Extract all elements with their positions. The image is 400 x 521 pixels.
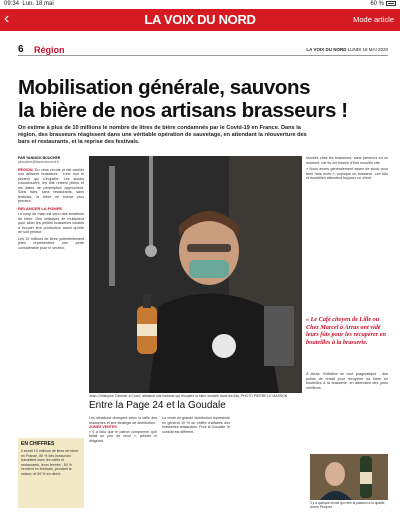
second-photo-caption: Il y a quelque chose qui relie la passion à la qualité, André Pecquet. — [310, 501, 386, 510]
article-column-1 — [18, 156, 84, 252]
publication-date: LUNDI 18 MAI 2020 — [347, 47, 388, 52]
column-1-text: Du virus circule et fait vaciller nos artisans brasseurs : c'est tout le secteur qui s'inquiète. Les stocks s'accumulent, les fûts restent pleins et les dates de péremption approchent. Sans bars, sans restaurants, sans festivals, la bière ne trouve plus preneur. — [18, 167, 85, 204]
back-chevron-icon[interactable]: ‹ — [4, 10, 10, 27]
pull-quote-text: Le Café citoyen de Lille ou Chez Marcel à Arras ont vidé leurs fûts pour les récupérer en bouteilles à la brasserie. — [306, 316, 386, 346]
running-header — [18, 44, 388, 56]
publication-name: LA VOIX DU NORD — [306, 47, 347, 52]
byline — [18, 156, 84, 165]
photo-caption: Jean-Christophe Cambier à Cocuf, artisanal une fontaine qui récupère la bière stockée dans les fûts. PHOTO PIERRE LE MASSON — [89, 394, 288, 398]
page-number: 6 — [18, 44, 24, 55]
quote-mark-icon: « — [306, 316, 311, 323]
second-article-photo — [310, 454, 388, 500]
headline-line-2: la bière de nos artisans brasseurs ! — [18, 99, 348, 122]
headline-line-1: Mobilisation générale, sauvons — [18, 76, 311, 99]
en-chiffres-box — [18, 438, 84, 508]
second-photo-illustration — [310, 454, 388, 500]
app-toolbar — [0, 9, 400, 31]
byline-author: PAR YANNICK BOUCHER — [18, 156, 61, 160]
dateline: RÉGION. — [18, 167, 34, 172]
photo-illustration — [89, 156, 302, 393]
battery-level: 60 % — [370, 1, 384, 7]
status-time: 09:34 — [4, 1, 20, 7]
battery-icon — [386, 1, 396, 6]
second-article-headline: Entre la Page 24 et la Goudale — [89, 400, 226, 411]
en-chiffres-title: EN CHIFFRES — [21, 441, 55, 447]
article-column-3 — [306, 156, 388, 183]
second-article-paragraph-3: La vente en grande distribution représente en général 10 % du chiffre d'affaires des brasseries artisanales. Pour la Goudale, le constat est différent. — [162, 416, 230, 434]
column-3-paragraph-1: stockés chez les brasseurs, sans preneurs en ce moment, car ils ont besoin d'être écoulés vite. — [306, 156, 388, 165]
status-battery — [370, 0, 396, 9]
second-article-paragraph-1: Les situations divergent selon la taille des brasseries et leur stratégie de distribution. — [89, 416, 157, 425]
article-headline — [18, 76, 388, 122]
section-label: Région — [34, 45, 65, 55]
second-article-column-1 — [89, 416, 157, 443]
status-date: Lun. 18 mai — [22, 1, 54, 7]
article-column-3-continued — [306, 372, 388, 392]
mode-article-button[interactable]: Mode article — [353, 15, 394, 24]
pull-quote — [306, 316, 388, 346]
article-photo — [89, 156, 302, 393]
status-time-date — [4, 0, 54, 9]
column-1-paragraph-2: Le coup de main est venu des amateurs de bière. Des initiatives se multiplient pour aider les petites brasseries locales à écouler leur production avant qu'elle ne soit perdue. — [18, 212, 84, 235]
byline-email: yboucher@lavoixdunord.fr — [18, 160, 59, 165]
column-3-paragraph-3: À Arras, l'initiative se veut pragmatique : des points de retrait pour récupérer sa bière en bouteilles à la brasserie, en attendant des jours meilleurs. — [306, 372, 388, 390]
app-brand-title: LA VOIX DU NORD — [144, 12, 256, 27]
article-standfirst: On estime à plus de 10 millions le nombre de litres de bière condamnés par le Covid-19 en France. Dans la région, des brasseurs réagissent dans une véritable opération de sauvetage, en attendant la réouverture des bars et restaurants, et la reprise des festivals. — [18, 125, 307, 145]
second-article-subheading: ZONES VENTES — [89, 425, 117, 429]
newspaper-page[interactable] — [18, 38, 388, 514]
subheading-relancer: RELANCER LA POMPE — [18, 205, 63, 211]
column-3-paragraph-2: « Nous avons généralement assez de stock pour tenir trois mois », explique un brasseur. Les fûts et bouteilles attendent toujours un client. — [306, 167, 388, 180]
column-1-paragraph-3: Les 10 millions de litres potentiellement jetés représentent une perte considérable pour le secteur. — [18, 236, 84, 250]
second-article-column-2 — [162, 416, 230, 434]
second-article-paragraph-2: « Il a fallu que le patron comprenne qu'il fallait un peu de recul », précise le dirigeant. — [89, 429, 157, 443]
publication-line — [306, 47, 388, 53]
column-1-paragraph — [18, 168, 84, 204]
status-bar — [0, 0, 400, 9]
en-chiffres-text: Il aurait 10 millions de litres de bière en France, 80 % des brasseurs travaillent avec les cafés et restaurants, leurs fermés ; 50 % vendent en festivals, pendant la saison, et 69 % en direct. — [21, 449, 79, 476]
